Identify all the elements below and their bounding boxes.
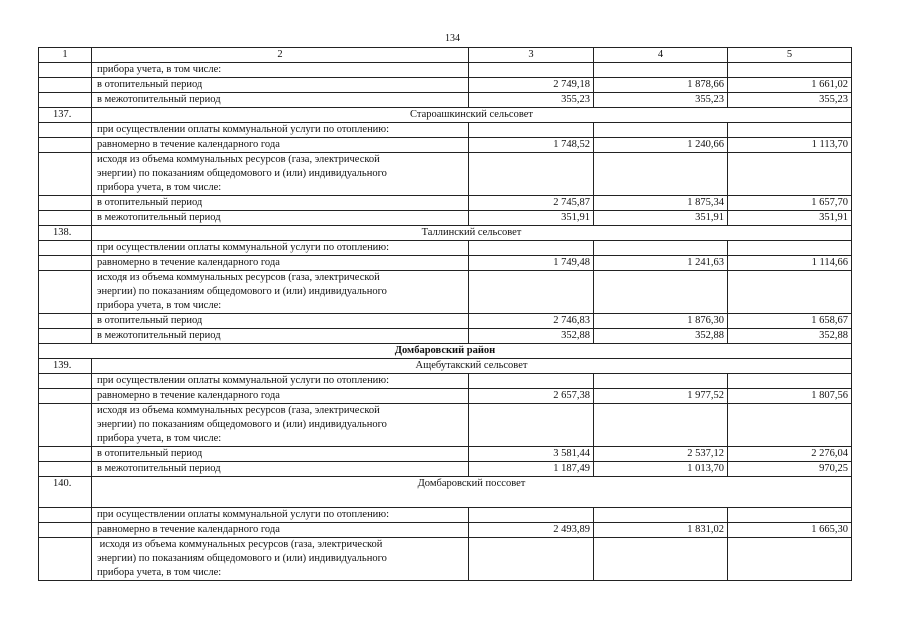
row-number-cell (39, 211, 92, 226)
row-number-cell (39, 523, 92, 538)
row-number-cell (39, 93, 92, 108)
value-col-4: 1 241,63 (594, 256, 728, 271)
value-col-3: 1 749,48 (469, 256, 594, 271)
value-col-5: 355,23 (728, 93, 852, 108)
value-cell (594, 123, 728, 138)
value-col-4: 1 878,66 (594, 78, 728, 93)
value-col-5: 1 658,67 (728, 314, 852, 329)
value-col-3: 3 581,44 (469, 447, 594, 462)
section-title: Домбаровский поссовет (92, 477, 852, 508)
value-col-3: 2 746,83 (469, 314, 594, 329)
table-row (39, 462, 852, 477)
column-header: 3 (469, 48, 594, 63)
value-col-5: 1 113,70 (728, 138, 852, 153)
page-number: 134 (445, 33, 460, 44)
row-description: при осуществлении оплаты коммунальной услуги по отоплению: (92, 123, 469, 138)
value-cell (728, 374, 852, 389)
section-row (39, 226, 852, 241)
row-number-cell (39, 123, 92, 138)
value-col-3: 2 749,18 (469, 78, 594, 93)
row-number-cell (39, 63, 92, 78)
row-number-cell (39, 404, 92, 447)
row-number-cell (39, 78, 92, 93)
value-cell (728, 404, 852, 447)
section-number: 140. (39, 477, 92, 508)
table-body (39, 48, 852, 581)
value-col-5: 1 807,56 (728, 389, 852, 404)
value-col-3: 1 748,52 (469, 138, 594, 153)
row-description: равномерно в течение календарного года (92, 138, 469, 153)
row-description: в отопительный период (92, 196, 469, 211)
value-cell (728, 63, 852, 78)
row-description: при осуществлении оплаты коммунальной услуги по отоплению: (92, 374, 469, 389)
row-description: в межотопительный период (92, 329, 469, 344)
section-number: 139. (39, 359, 92, 374)
row-number-cell (39, 271, 92, 314)
row-number-cell (39, 462, 92, 477)
value-cell (469, 271, 594, 314)
table-row (39, 123, 852, 138)
value-col-4: 351,91 (594, 211, 728, 226)
section-number: 137. (39, 108, 92, 123)
column-header: 2 (92, 48, 469, 63)
description-line: исходя из объема коммунальных ресурсов (газа, электрической (97, 539, 383, 550)
description-line: прибора учета, в том числе: (97, 300, 222, 311)
value-cell (469, 241, 594, 256)
value-cell (469, 63, 594, 78)
table-row (39, 329, 852, 344)
column-header: 1 (39, 48, 92, 63)
value-cell (594, 374, 728, 389)
row-description: равномерно в течение календарного года (92, 256, 469, 271)
value-col-4: 355,23 (594, 93, 728, 108)
description-line: прибора учета, в том числе: (97, 182, 222, 193)
row-number-cell (39, 241, 92, 256)
value-cell (469, 538, 594, 581)
row-description: прибора учета, в том числе: (92, 63, 469, 78)
table-row (39, 196, 852, 211)
value-col-5: 1 665,30 (728, 523, 852, 538)
value-col-4: 1 831,02 (594, 523, 728, 538)
value-cell (594, 538, 728, 581)
value-col-5: 2 276,04 (728, 447, 852, 462)
district-row (39, 344, 852, 359)
table-row (39, 256, 852, 271)
row-description (92, 153, 469, 196)
value-cell (728, 153, 852, 196)
row-description: в межотопительный период (92, 93, 469, 108)
value-col-4: 1 977,52 (594, 389, 728, 404)
row-description (92, 538, 469, 581)
value-col-3: 1 187,49 (469, 462, 594, 477)
value-cell (594, 508, 728, 523)
table-row (39, 153, 852, 196)
section-title: Таллинский сельсовет (92, 226, 852, 241)
table-row (39, 508, 852, 523)
value-col-5: 1 661,02 (728, 78, 852, 93)
value-col-4: 1 875,34 (594, 196, 728, 211)
value-cell (469, 123, 594, 138)
table-row (39, 211, 852, 226)
row-number-cell (39, 256, 92, 271)
section-row (39, 359, 852, 374)
value-cell (728, 123, 852, 138)
value-cell (469, 153, 594, 196)
section-number: 138. (39, 226, 92, 241)
row-description: равномерно в течение календарного года (92, 523, 469, 538)
value-col-5: 352,88 (728, 329, 852, 344)
value-col-3: 352,88 (469, 329, 594, 344)
row-number-cell (39, 153, 92, 196)
table-row (39, 404, 852, 447)
value-cell (469, 404, 594, 447)
column-header-row (39, 48, 852, 63)
section-row (39, 108, 852, 123)
value-col-3: 2 493,89 (469, 523, 594, 538)
row-description: при осуществлении оплаты коммунальной услуги по отоплению: (92, 241, 469, 256)
column-header: 5 (728, 48, 852, 63)
column-header: 4 (594, 48, 728, 63)
value-cell (594, 63, 728, 78)
row-description: в межотопительный период (92, 462, 469, 477)
row-number-cell (39, 447, 92, 462)
row-description (92, 404, 469, 447)
description-line: прибора учета, в том числе: (97, 567, 222, 578)
tariff-table (38, 47, 852, 581)
row-number-cell (39, 508, 92, 523)
row-number-cell (39, 538, 92, 581)
description-line: энергии) по показаниям общедомового и (или) индивидуального (97, 168, 387, 179)
description-line: энергии) по показаниям общедомового и (или) индивидуального (97, 286, 387, 297)
description-line: энергии) по показаниям общедомового и (или) индивидуального (97, 419, 387, 430)
value-cell (728, 241, 852, 256)
value-cell (469, 374, 594, 389)
row-description: в отопительный период (92, 447, 469, 462)
table-row (39, 523, 852, 538)
table-row (39, 374, 852, 389)
table-row (39, 447, 852, 462)
value-cell (728, 538, 852, 581)
row-description: в межотопительный период (92, 211, 469, 226)
value-col-4: 1 013,70 (594, 462, 728, 477)
table-row (39, 241, 852, 256)
value-cell (594, 271, 728, 314)
section-title: Ащебутакский сельсовет (92, 359, 852, 374)
value-cell (469, 508, 594, 523)
value-col-3: 351,91 (469, 211, 594, 226)
description-line: прибора учета, в том числе: (97, 433, 222, 444)
value-col-3: 355,23 (469, 93, 594, 108)
row-number-cell (39, 389, 92, 404)
value-cell (594, 404, 728, 447)
value-col-5: 1 657,70 (728, 196, 852, 211)
row-description: при осуществлении оплаты коммунальной услуги по отоплению: (92, 508, 469, 523)
value-col-3: 2 657,38 (469, 389, 594, 404)
value-col-4: 1 240,66 (594, 138, 728, 153)
value-col-3: 2 745,87 (469, 196, 594, 211)
value-cell (728, 271, 852, 314)
value-cell (594, 153, 728, 196)
value-cell (594, 241, 728, 256)
table-row (39, 314, 852, 329)
table-row (39, 538, 852, 581)
value-col-4: 352,88 (594, 329, 728, 344)
table-row (39, 63, 852, 78)
row-number-cell (39, 196, 92, 211)
section-title: Староашкинский сельсовет (92, 108, 852, 123)
description-line: исходя из объема коммунальных ресурсов (газа, электрической (97, 272, 380, 283)
value-col-4: 1 876,30 (594, 314, 728, 329)
value-cell (728, 508, 852, 523)
row-description: в отопительный период (92, 314, 469, 329)
row-number-cell (39, 314, 92, 329)
table-row (39, 93, 852, 108)
row-description: в отопительный период (92, 78, 469, 93)
row-number-cell (39, 329, 92, 344)
value-col-4: 2 537,12 (594, 447, 728, 462)
table-row (39, 138, 852, 153)
row-number-cell (39, 138, 92, 153)
row-description (92, 271, 469, 314)
section-row (39, 477, 852, 508)
table-row (39, 389, 852, 404)
row-number-cell (39, 374, 92, 389)
value-col-5: 1 114,66 (728, 256, 852, 271)
value-col-5: 970,25 (728, 462, 852, 477)
table-row (39, 78, 852, 93)
row-description: равномерно в течение календарного года (92, 389, 469, 404)
value-col-5: 351,91 (728, 211, 852, 226)
description-line: исходя из объема коммунальных ресурсов (газа, электрической (97, 405, 380, 416)
district-title: Домбаровский район (39, 344, 852, 359)
description-line: исходя из объема коммунальных ресурсов (газа, электрической (97, 154, 380, 165)
table-row (39, 271, 852, 314)
description-line: энергии) по показаниям общедомового и (или) индивидуального (97, 553, 387, 564)
